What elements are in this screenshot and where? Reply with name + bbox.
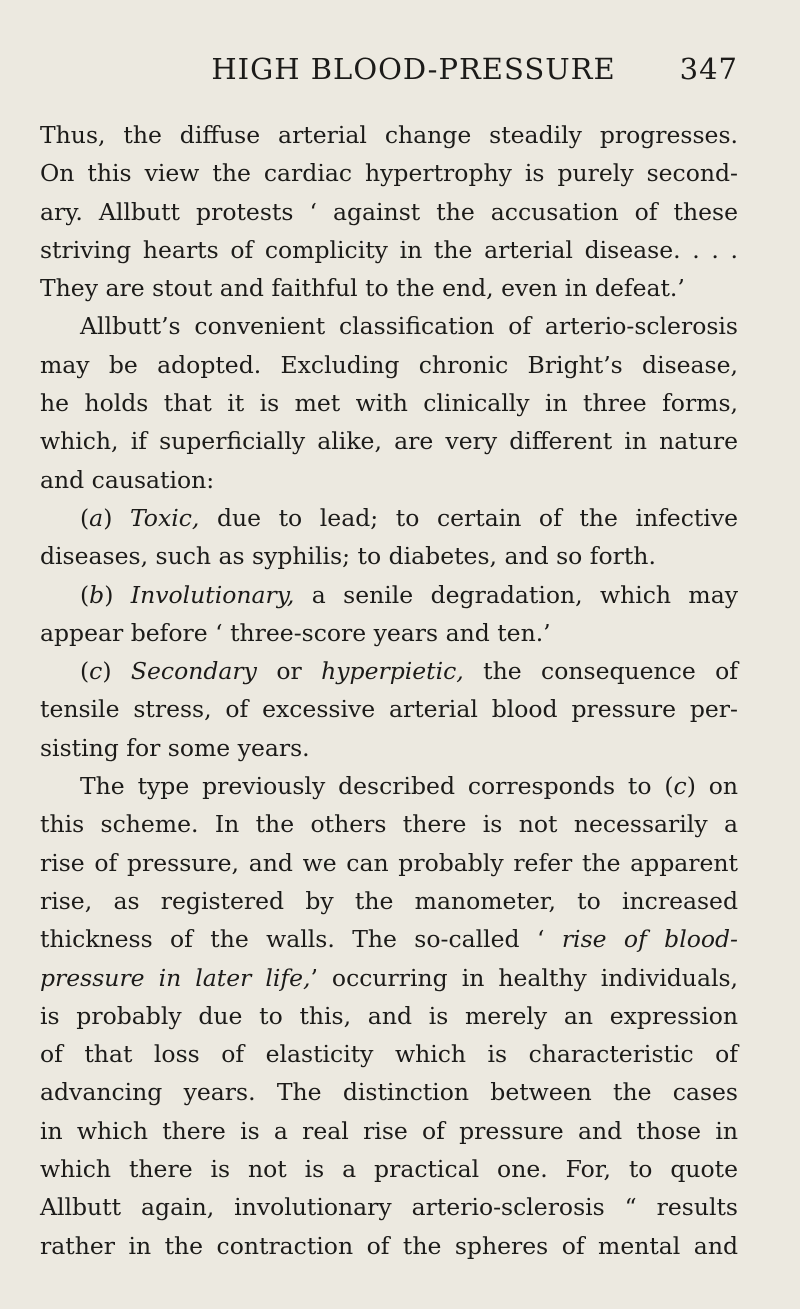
text-line: pressure in later life,’ occurring in healthy individuals, <box>40 963 738 992</box>
text-line: On this view the cardiac hypertrophy is purely second- <box>40 159 738 188</box>
text-line: tensile stress, of excessive arterial blood pressure per- <box>40 695 738 724</box>
text-line: advancing years. The distinction between the cases <box>40 1078 738 1107</box>
text-line: sisting for some years. <box>40 733 310 762</box>
text-line: Allbutt’s convenient classification of arterio-sclerosis <box>80 312 738 341</box>
text-line: ary. Allbutt protests ‘ against the accusation of these <box>40 197 738 226</box>
list-item-b: (b) Involutionary, a senile degradation, which may <box>80 580 738 609</box>
body-text <box>40 116 738 1265</box>
text-line: diseases, such as syphilis; to diabetes, and so forth. <box>40 542 656 571</box>
running-head <box>40 0 738 100</box>
list-item-a: (a) Toxic, due to lead; to certain of the infective <box>80 503 738 532</box>
text-line: and causation: <box>40 465 215 494</box>
text-line: in which there is a real rise of pressure and those in <box>40 1116 738 1145</box>
text-line: The type previously described corresponds to (c) on <box>80 772 738 801</box>
text-line: rise of pressure, and we can probably refer the apparent <box>40 848 738 877</box>
text-line: striving hearts of complicity in the arterial disease. . . . <box>40 235 738 264</box>
text-line: thickness of the walls. The so-called ‘ rise of blood- <box>40 925 738 954</box>
text-line: which, if superficially alike, are very different in nature <box>40 427 738 456</box>
text-line: They are stout and faithful to the end, even in defeat.’ <box>40 274 685 303</box>
text-line: he holds that it is met with clinically in three forms, <box>40 389 738 418</box>
text-line: of that loss of elasticity which is characteristic of <box>40 1040 738 1069</box>
text-line: appear before ‘ three-score years and ten.’ <box>40 618 551 647</box>
text-line: which there is not is a practical one. For, to quote <box>40 1155 738 1184</box>
list-item-c: (c) Secondary or hyperpietic, the consequence of <box>80 657 739 686</box>
page-number: 347 <box>679 52 738 86</box>
text-line: may be adopted. Excluding chronic Bright’s disease, <box>40 350 738 379</box>
text-line: is probably due to this, and is merely an expression <box>40 1001 738 1030</box>
running-head-title: HIGH BLOOD-PRESSURE <box>211 52 616 86</box>
text-line: Allbutt again, involutionary arterio-sclerosis “ results <box>40 1193 738 1222</box>
text-line: this scheme. In the others there is not necessarily a <box>40 810 738 839</box>
text-line: rather in the contraction of the spheres of mental and <box>40 1231 738 1260</box>
text-line: rise, as registered by the manometer, to increased <box>40 886 738 915</box>
text-line: Thus, the diffuse arterial change steadily progresses. <box>40 121 738 149</box>
